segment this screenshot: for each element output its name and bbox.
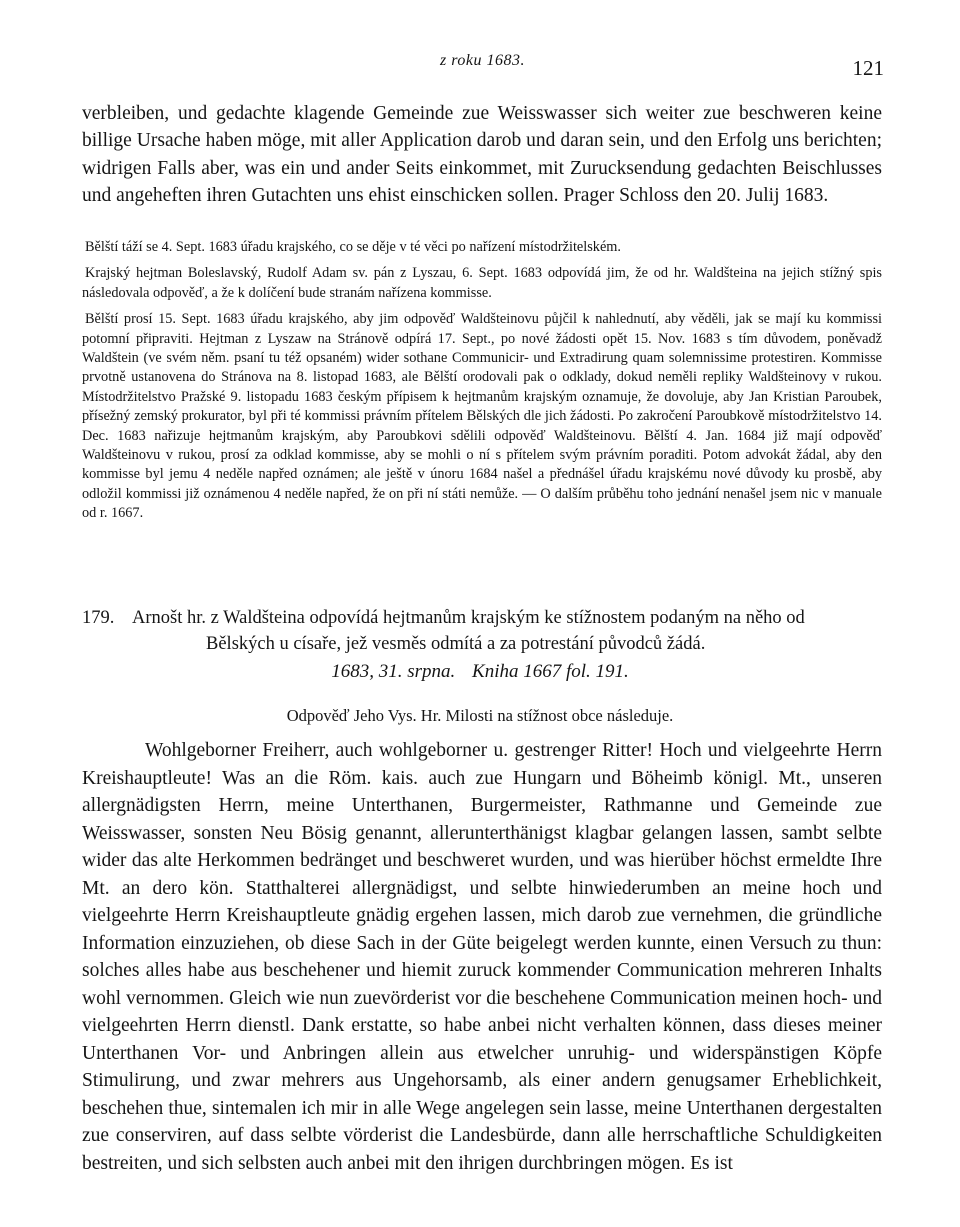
page-number: 121 [852,56,884,80]
document-number: 179. [82,608,115,628]
note-3: Bělští prosí 15. Sept. 1683 úřadu krajského, aby jim odpověď Waldšteinovu půjčil k nahlednutí, aby věděli, jak se mají ku kommissi potomní připraviti. Hejtman z Lyszaw na Stránově odpírá 17. Sept., po nové žádosti opět 15. Nov. 1683 s tím důvodem, poněvadž Waldštein (ve svém něm. psaní tu též opsaném) wider sothane Communicir- und Extradirung quam solemnissime protestiren. Kommisse prvotně ustanovena do Stránova na 8. listopad 1683, ale Bělští orodovali pak o odklady, dokud neměli repliky Waldšteinovy v rukou. Místodržitelstvo Pražské 9. listopadu 1683 českým přípisem k hejtmanům krajským oznamuje, že dovoluje, aby Jan Kristian Paroubek, přísežný zemský prokurator, byl při té kommissi právním přítelem Bělských dle jich žádosti. Po zakročení Paroubkově místodržitelstvo 14. Dec. 1683 nařizuje hejtmanům krajským, aby Paroubkovi sdělili odpověď Waldšteinovu. Bělští 4. Jan. 1684 již mají odpověď Waldšteinovu v rukou, prosí za odklad kommisse, aby se mohli o ní s přítelem svým právním poraditi. Potom advokát žádal, aby den kommisse byl jemu 4 neděle napřed oznámen; ale ještě v únoru 1684 našel a přednášel úřadu krajskému nové důvody ku prosbě, aby odložil kommissi již oznámenou 4 neděle napřed, že on při ní státi nemůže. — O dalším průběhu toho jednání nenašel jsem nic v manuale od r. 1667. [82,311,882,522]
note-2: Krajský hejtman Boleslavský, Rudolf Adam sv. pán z Lyszau, 6. Sept. 1683 odpovídá jim, že od hr. Waldšteina na jejich stížný spis následovala odpověď, a že k dolíčení bude stranám nařízena kommisse. [82,265,882,301]
opening-paragraph-block [82,100,882,210]
running-head [0,52,960,80]
note-1: Bělští táží se 4. Sept. 1683 úřadu krajského, co se děje v té věci po nařízení místodržitelském. [85,239,621,255]
document-date: 1683, 31. srpna. [331,661,456,682]
document-heading [82,605,882,657]
editorial-notes [82,238,882,531]
opening-paragraph: verbleiben, und gedachte klagende Gemeinde zue Weisswasser sich weiter zue beschweren keine billige Ursache haben möge, mit aller Application darob und daran sein, und den Erfolg uns berichten; widrigen Falls aber, was ein und ander Seits einkommet, mit Zurucksendung gedachten Beischlusses und angeheften ihren Gutachten uns ehist einschicken sollen. Prager Schloss den 20. Julij 1683. [82,103,882,207]
running-head-title: z roku 1683. [440,52,525,69]
document-summary-line1: Arnošt hr. z Waldšteina odpovídá hejtmanům krajským ke stížnostem podaným na něho od [132,608,805,628]
document-date-source [0,661,960,683]
document-intro: Odpověď Jeho Vys. Hr. Milosti na stížnost obce následuje. [286,706,674,725]
document-source: Kniha 1667 fol. 191. [472,661,629,682]
letter-paragraph: Wohlgeborner Freiherr, auch wohlgeborner u. gestrenger Ritter! Hoch und vielgeehrte Herrn Kreishauptleute! Was an die Röm. kais. auch zue Hungarn und Böheimb königl. Mt., unseren allergnädigsten Herrn, meine Unterthanen, Burgermeister, Rathmanne und Gemeinde zue Weisswasser, sonsten Neu Bösig genannt, allerunterthänigst klagbar gelangen lassen, sambt selbte wider das alte Herkommen bedränget und beschweret wurden, und was hierüber höchst ermeldte Ihre Mt. an dero kön. Statthalterei allergnädigst, und selbte hinwiederumben an meine hoch und vielgeehrte Herrn Kreishauptleute gnädig ergehen lassen, mich darob zue vernehmen, die gründliche Information einzuziehen, ob diese Sach in der Güte beigelegt werden kunnte, einen Versuch zu thun: solches alles habe aus beschehener und hiemit zuruck kommender Communication mehreren Inhalts wohl vernommen. Gleich wie nun zuevörderist vor die beschehene Communication meinen hoch- und vielgeehrten Herrn dienstl. Dank erstatte, so habe anbei nicht verhalten können, dass dieses meiner Unterthanen Vor- und Anbringen allein aus etwelcher unruhig- und widerspänstigen Köpfe Stimulirung, und zwar mehrers aus Ungehorsamb, als einer andern genugsamer Erheblichkeit, beschehen thue, sintemalen ich mir in alle Wege angelegen sein lasse, meine Unterthanen dergestalten zue conserviren, auf dass selbte vörderist die Landesbürde, dann alle herrschaftliche Schuldigkeiten bestreiten, und sich selbsten auch anbei mit den ihrigen durchbringen mögen. Es ist [82,740,882,1174]
document-summary-line2: Bělských u císaře, jež vesměs odmítá a za potrestání původců žádá. [206,634,706,654]
letter-body [82,737,882,1177]
